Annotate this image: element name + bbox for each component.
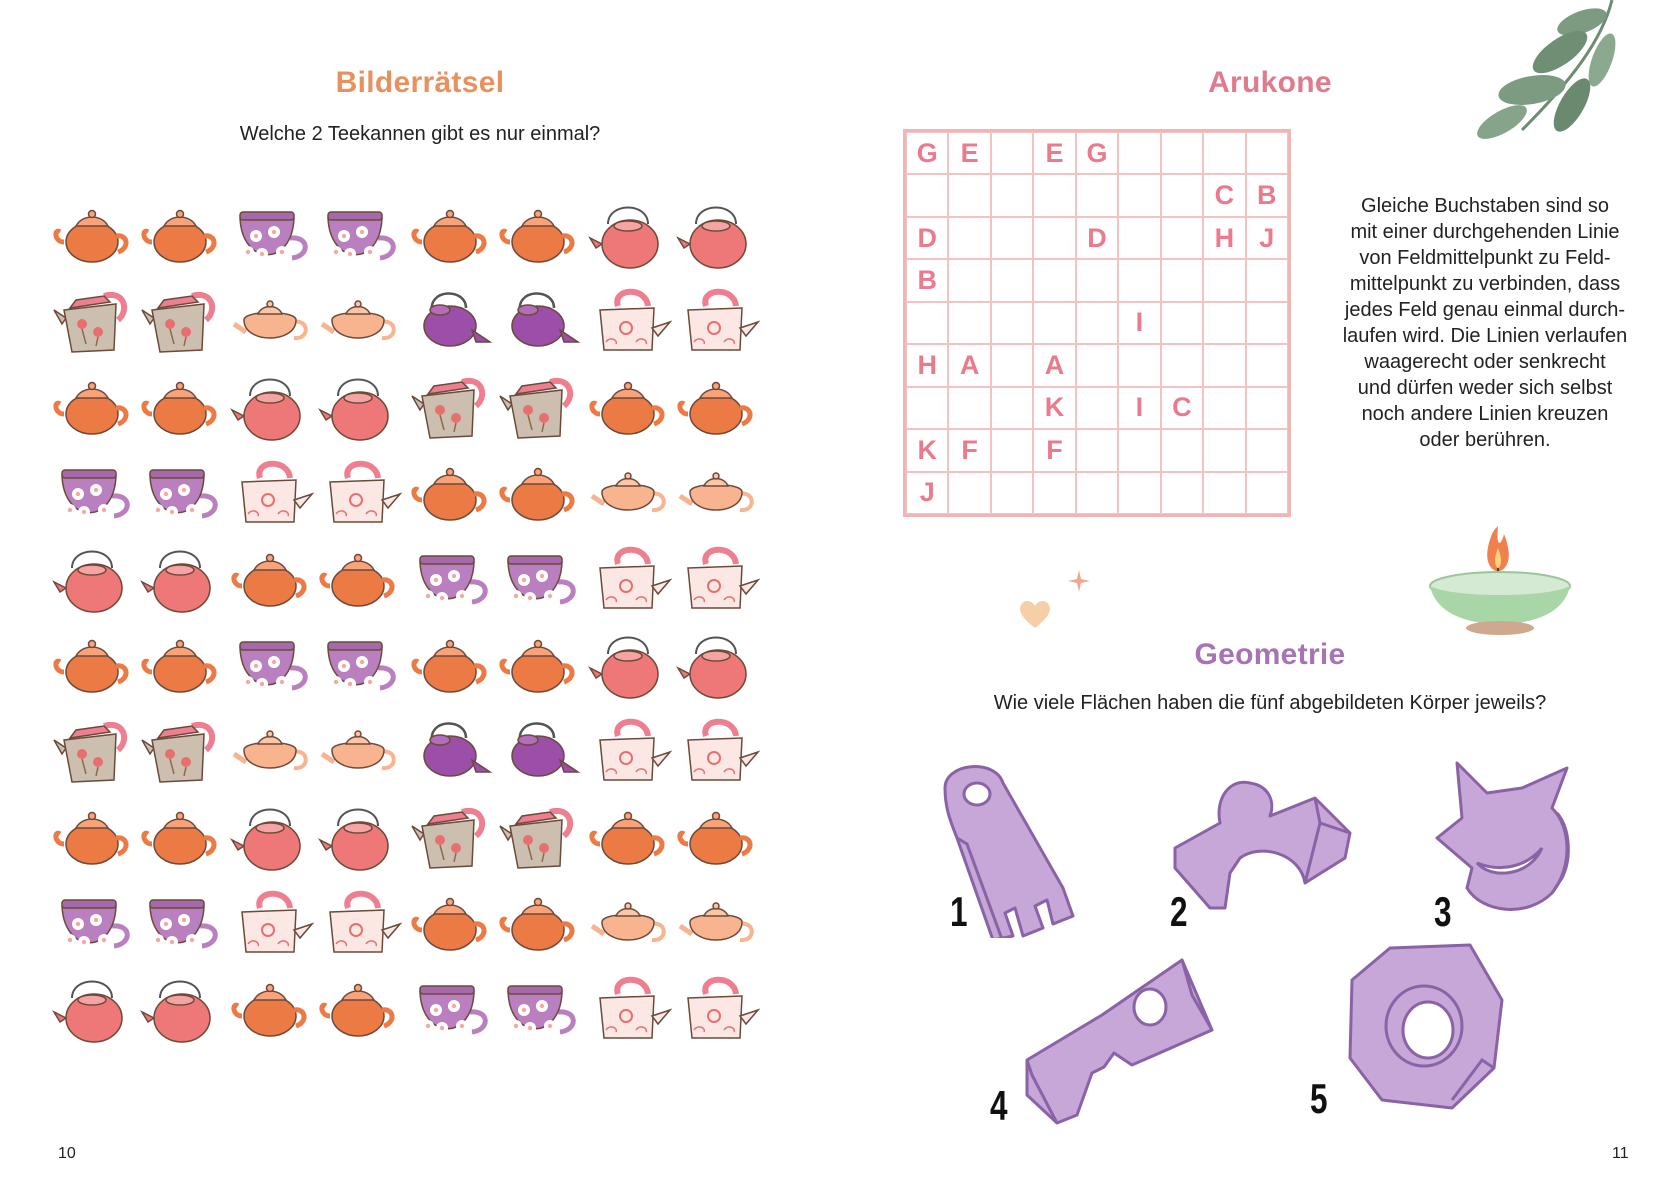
- arukone-cell: [1246, 259, 1288, 301]
- cloud-kettle-icon: [588, 972, 672, 1048]
- purple-flower-teapot-icon: [318, 198, 402, 274]
- arukone-cell: [906, 174, 948, 216]
- cloud-kettle-icon: [676, 972, 760, 1048]
- peach-teapot-icon: [676, 886, 760, 962]
- arukone-cell: [991, 217, 1033, 259]
- shape-number-3: 3: [1434, 888, 1452, 935]
- beige-rose-teapot-icon: [410, 370, 494, 446]
- purple-flower-teapot-icon: [140, 456, 224, 532]
- arukone-cell: [1118, 429, 1160, 471]
- arukone-cell: I: [1118, 387, 1160, 429]
- cloud-kettle-icon: [676, 542, 760, 618]
- rules-line: von Feldmittelpunkt zu Feld-: [1359, 247, 1611, 269]
- peach-teapot-icon: [318, 714, 402, 790]
- purple-flower-teapot-icon: [410, 972, 494, 1048]
- orange-teapot-icon: [498, 456, 582, 532]
- shape-number-2: 2: [1170, 888, 1188, 935]
- question-bilderraetsel: Welche 2 Teekannen gibt es nur einmal?: [239, 123, 601, 145]
- orange-teapot-icon: [230, 972, 314, 1048]
- candle-bowl-icon: [1428, 524, 1574, 636]
- orange-teapot-icon: [588, 370, 672, 446]
- arukone-cell: [1203, 344, 1245, 386]
- arukone-cell: G: [906, 132, 948, 174]
- orange-teapot-icon: [410, 886, 494, 962]
- arukone-cell: [1118, 259, 1160, 301]
- arukone-cell: [991, 387, 1033, 429]
- shape-2-arch: [1170, 758, 1355, 913]
- arukone-cell: D: [906, 217, 948, 259]
- purple-flower-teapot-icon: [410, 542, 494, 618]
- arukone-cell: [1246, 387, 1288, 429]
- arukone-cell: E: [1033, 132, 1075, 174]
- arukone-cell: D: [1076, 217, 1118, 259]
- arukone-cell: [1161, 259, 1203, 301]
- arukone-cell: [991, 429, 1033, 471]
- arukone-cell: [948, 472, 990, 514]
- purple-flower-teapot-icon: [498, 972, 582, 1048]
- rules-line: noch andere Linien kreuzen: [1361, 403, 1609, 425]
- arukone-cell: H: [906, 344, 948, 386]
- arukone-cell: [991, 344, 1033, 386]
- arukone-cell: [991, 132, 1033, 174]
- arukone-cell: [948, 174, 990, 216]
- shape-3-star-coin: [1432, 758, 1582, 923]
- arukone-cell: B: [1246, 174, 1288, 216]
- orange-teapot-icon: [52, 370, 136, 446]
- orange-teapot-icon: [140, 198, 224, 274]
- cloud-kettle-icon: [676, 714, 760, 790]
- arukone-cell: [1118, 472, 1160, 514]
- shape-number-5: 5: [1310, 1075, 1328, 1122]
- shape-number-4: 4: [990, 1082, 1008, 1129]
- peach-teapot-icon: [588, 456, 672, 532]
- page-number-left: 10: [58, 1145, 76, 1162]
- violet-teapot-icon: [498, 284, 582, 360]
- arukone-cell: J: [1246, 217, 1288, 259]
- orange-teapot-icon: [410, 198, 494, 274]
- arukone-cell: [1246, 429, 1288, 471]
- arukone-cell: F: [1033, 429, 1075, 471]
- arukone-cell: [1118, 344, 1160, 386]
- arukone-cell: [1203, 302, 1245, 344]
- orange-teapot-icon: [52, 628, 136, 704]
- arukone-cell: A: [1033, 344, 1075, 386]
- arukone-cell: [991, 472, 1033, 514]
- arukone-cell: [1161, 132, 1203, 174]
- beige-rose-teapot-icon: [498, 800, 582, 876]
- arukone-cell: [1161, 344, 1203, 386]
- cloud-kettle-icon: [230, 456, 314, 532]
- pink-kettle-icon: [318, 800, 402, 876]
- orange-teapot-icon: [318, 972, 402, 1048]
- orange-teapot-icon: [498, 628, 582, 704]
- arukone-cell: [1203, 429, 1245, 471]
- arukone-cell: [1076, 174, 1118, 216]
- arukone-cell: [1076, 387, 1118, 429]
- beige-rose-teapot-icon: [140, 284, 224, 360]
- arukone-cell: F: [948, 429, 990, 471]
- page-number-right: 11: [1612, 1145, 1629, 1162]
- arukone-cell: K: [906, 429, 948, 471]
- arukone-cell: [1161, 174, 1203, 216]
- arukone-cell: [1118, 132, 1160, 174]
- arukone-cell: A: [948, 344, 990, 386]
- pink-kettle-icon: [52, 972, 136, 1048]
- beige-rose-teapot-icon: [52, 284, 136, 360]
- arukone-cell: [1033, 472, 1075, 514]
- purple-flower-teapot-icon: [230, 198, 314, 274]
- beige-rose-teapot-icon: [140, 714, 224, 790]
- sparkle-icon: [1068, 570, 1090, 592]
- rules-line: Gleiche Buchstaben sind so: [1361, 195, 1609, 217]
- orange-teapot-icon: [588, 800, 672, 876]
- arukone-cell: [948, 217, 990, 259]
- arukone-cell: [1203, 387, 1245, 429]
- arukone-cell: [991, 302, 1033, 344]
- orange-teapot-icon: [140, 800, 224, 876]
- title-geometrie: Geometrie: [1194, 638, 1346, 671]
- orange-teapot-icon: [52, 198, 136, 274]
- arukone-cell: [991, 174, 1033, 216]
- purple-flower-teapot-icon: [318, 628, 402, 704]
- arukone-cell: C: [1161, 387, 1203, 429]
- cloud-kettle-icon: [588, 284, 672, 360]
- arukone-cell: [1118, 174, 1160, 216]
- arukone-cell: [1033, 302, 1075, 344]
- orange-teapot-icon: [676, 800, 760, 876]
- beige-rose-teapot-icon: [498, 370, 582, 446]
- orange-teapot-icon: [318, 542, 402, 618]
- cloud-kettle-icon: [588, 542, 672, 618]
- peach-teapot-icon: [230, 284, 314, 360]
- pink-kettle-icon: [318, 370, 402, 446]
- arukone-cell: [1033, 259, 1075, 301]
- arukone-cell: [1246, 472, 1288, 514]
- peach-teapot-icon: [588, 886, 672, 962]
- arukone-cell: [1118, 217, 1160, 259]
- peach-teapot-icon: [676, 456, 760, 532]
- rules-line: und dürfen weder sich selbst: [1357, 377, 1613, 399]
- cloud-kettle-icon: [676, 284, 760, 360]
- arukone-cell: K: [1033, 387, 1075, 429]
- cloud-kettle-icon: [318, 456, 402, 532]
- purple-flower-teapot-icon: [52, 886, 136, 962]
- beige-rose-teapot-icon: [52, 714, 136, 790]
- shape-4-bracket: [1022, 955, 1217, 1125]
- arukone-cell: [1033, 174, 1075, 216]
- arukone-cell: E: [948, 132, 990, 174]
- arukone-cell: [1203, 259, 1245, 301]
- beige-rose-teapot-icon: [410, 800, 494, 876]
- title-bilderraetsel: Bilderrätsel: [335, 66, 505, 99]
- purple-flower-teapot-icon: [230, 628, 314, 704]
- arukone-cell: [1246, 132, 1288, 174]
- cloud-kettle-icon: [318, 886, 402, 962]
- arukone-cell: [1203, 472, 1245, 514]
- violet-teapot-icon: [410, 714, 494, 790]
- pink-kettle-icon: [588, 628, 672, 704]
- violet-teapot-icon: [410, 284, 494, 360]
- cloud-kettle-icon: [230, 886, 314, 962]
- arukone-cell: [1076, 344, 1118, 386]
- rules-line: waagerecht oder senkrecht: [1364, 351, 1606, 373]
- question-geometrie: Wie viele Flächen haben die fünf abgebildeten Körper jeweils?: [993, 692, 1547, 714]
- arukone-cell: [1076, 429, 1118, 471]
- violet-teapot-icon: [498, 714, 582, 790]
- arukone-cell: [906, 387, 948, 429]
- arukone-cell: [948, 302, 990, 344]
- cloud-kettle-icon: [588, 714, 672, 790]
- arukone-cell: [1033, 217, 1075, 259]
- arukone-cell: [1161, 302, 1203, 344]
- orange-teapot-icon: [498, 886, 582, 962]
- pink-kettle-icon: [588, 198, 672, 274]
- arukone-cell: B: [906, 259, 948, 301]
- arukone-cell: [1076, 259, 1118, 301]
- teapot-grid: [52, 198, 792, 1078]
- shape-number-1: 1: [950, 888, 968, 935]
- peach-teapot-icon: [230, 714, 314, 790]
- pink-kettle-icon: [140, 542, 224, 618]
- arukone-cell: [991, 259, 1033, 301]
- pink-kettle-icon: [230, 370, 314, 446]
- arukone-cell: [1076, 472, 1118, 514]
- arukone-cell: [1246, 344, 1288, 386]
- orange-teapot-icon: [52, 800, 136, 876]
- arukone-cell: [1203, 132, 1245, 174]
- purple-flower-teapot-icon: [498, 542, 582, 618]
- pink-kettle-icon: [52, 542, 136, 618]
- orange-teapot-icon: [230, 542, 314, 618]
- rules-line: oder berühren.: [1419, 429, 1551, 451]
- arukone-cell: I: [1118, 302, 1160, 344]
- arukone-cell: C: [1203, 174, 1245, 216]
- arukone-cell: [1246, 302, 1288, 344]
- rules-line: mit einer durchgehenden Linie: [1350, 221, 1620, 243]
- rules-line: mittelpunkt zu verbinden, dass: [1349, 273, 1621, 295]
- arukone-cell: J: [906, 472, 948, 514]
- heart-icon: [1018, 598, 1052, 630]
- orange-teapot-icon: [498, 198, 582, 274]
- peach-teapot-icon: [318, 284, 402, 360]
- pink-kettle-icon: [676, 198, 760, 274]
- pink-kettle-icon: [230, 800, 314, 876]
- arukone-cell: [906, 302, 948, 344]
- orange-teapot-icon: [140, 370, 224, 446]
- arukone-rules: [1330, 193, 1640, 453]
- arukone-cell: [1161, 429, 1203, 471]
- arukone-cell: H: [1203, 217, 1245, 259]
- orange-teapot-icon: [410, 456, 494, 532]
- arukone-cell: [1076, 302, 1118, 344]
- rules-line: laufen wird. Die Linien verlaufen: [1342, 325, 1628, 347]
- rules-line: jedes Feld genau einmal durch-: [1344, 299, 1626, 321]
- purple-flower-teapot-icon: [52, 456, 136, 532]
- arukone-cell: [1161, 217, 1203, 259]
- arukone-cell: [948, 387, 990, 429]
- orange-teapot-icon: [140, 628, 224, 704]
- leaf-branch-icon: [1462, 0, 1632, 150]
- arukone-cell: G: [1076, 132, 1118, 174]
- arukone-grid: [903, 129, 1291, 517]
- purple-flower-teapot-icon: [140, 886, 224, 962]
- pink-kettle-icon: [140, 972, 224, 1048]
- arukone-cell: [948, 259, 990, 301]
- title-arukone: Arukone: [1208, 66, 1332, 99]
- orange-teapot-icon: [676, 370, 760, 446]
- pink-kettle-icon: [676, 628, 760, 704]
- orange-teapot-icon: [410, 628, 494, 704]
- shape-5-hex-nut: [1342, 940, 1507, 1115]
- arukone-cell: [1161, 472, 1203, 514]
